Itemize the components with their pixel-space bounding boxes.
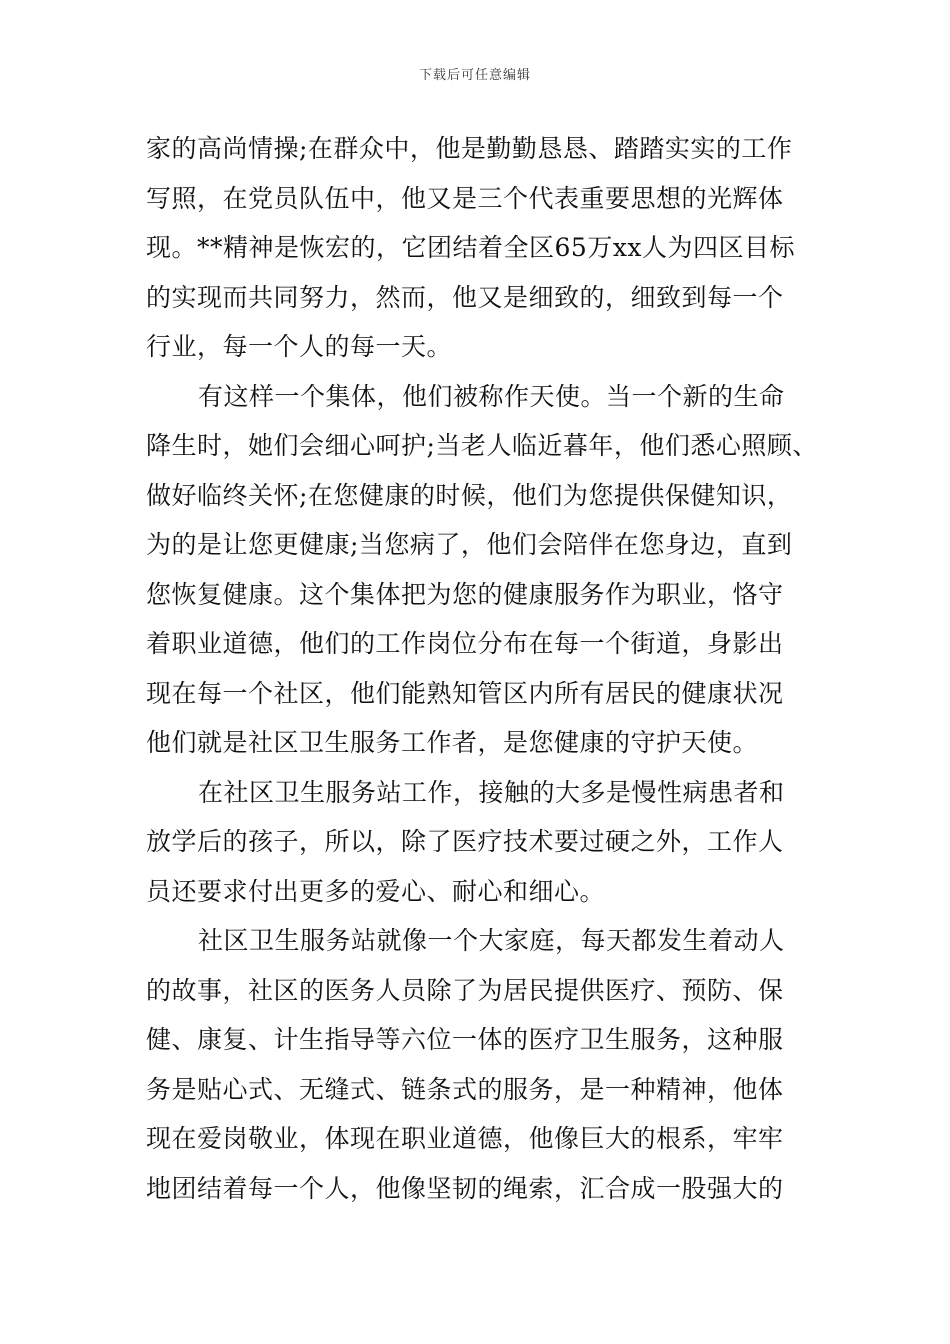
text-line: 行业，每一个人的每一天。 (146, 332, 453, 361)
text-line: 现在每一个社区，他们能熟知管区内所有居民的健康状况 (146, 678, 784, 708)
text-line: 的故事，社区的医务人员除了为居民提供医疗、预防、保 (146, 975, 784, 1005)
text-line: 务是贴心式、无缝式、链条式的服务，是一种精神，他体 (146, 1074, 784, 1104)
text-line: 地团结着每一个人，他像坚韧的绳索，汇合成一股强大的 (146, 1173, 784, 1203)
text-line: 社区卫生服务站就像一个大家庭，每天都发生着动人 (198, 926, 785, 955)
text-line: 健、康复、计生指导等六位一体的医疗卫生服务，这种服 (146, 1025, 784, 1054)
header-note: 下载后可任意编辑 (418, 68, 531, 83)
text-line: 现。**精神是恢宏的，它团结着全区65万xx人为四区目标 (146, 233, 796, 262)
text-line: 写照，在党员队伍中，他又是三个代表重要思想的光辉体 (146, 183, 784, 213)
text-line: 家的高尚情操;在群众中，他是勤勤恳恳、踏踏实实的工作 (146, 134, 793, 163)
paragraph (146, 124, 822, 372)
text-line: 有这样一个集体，他们被称作天使。当一个新的生命 (198, 381, 785, 411)
paragraph (146, 768, 822, 917)
text-line: 着职业道德，他们的工作岗位分布在每一个街道，身影出 (146, 629, 784, 658)
paragraph (146, 916, 822, 1213)
text-line: 做好临终关怀;在您健康的时候，他们为您提供保健知识， (146, 480, 793, 510)
text-line: 的实现而共同努力，然而，他又是细致的，细致到每一个 (146, 282, 784, 312)
text-line: 他们就是社区卫生服务工作者，是您健康的守护天使。 (146, 728, 759, 757)
text-line: 在社区卫生服务站工作，接触的大多是慢性病患者和 (198, 777, 785, 807)
text-line: 降生时，她们会细心呵护;当老人临近暮年，他们悉心照顾、 (146, 431, 818, 460)
text-line: 您恢复健康。这个集体把为您的健康服务作为职业，恪守 (146, 579, 784, 609)
body-text (146, 124, 822, 1213)
text-line: 员还要求付出更多的爱心、耐心和细心。 (146, 876, 606, 906)
text-line: 放学后的孩子，所以，除了医疗技术要过硬之外，工作人 (146, 827, 784, 856)
text-line: 现在爱岗敬业，体现在职业道德，他像巨大的根系，牢牢 (146, 1124, 784, 1153)
text-line: 为的是让您更健康;当您病了，他们会陪伴在您身边，直到 (146, 530, 793, 559)
paragraph (146, 372, 822, 768)
